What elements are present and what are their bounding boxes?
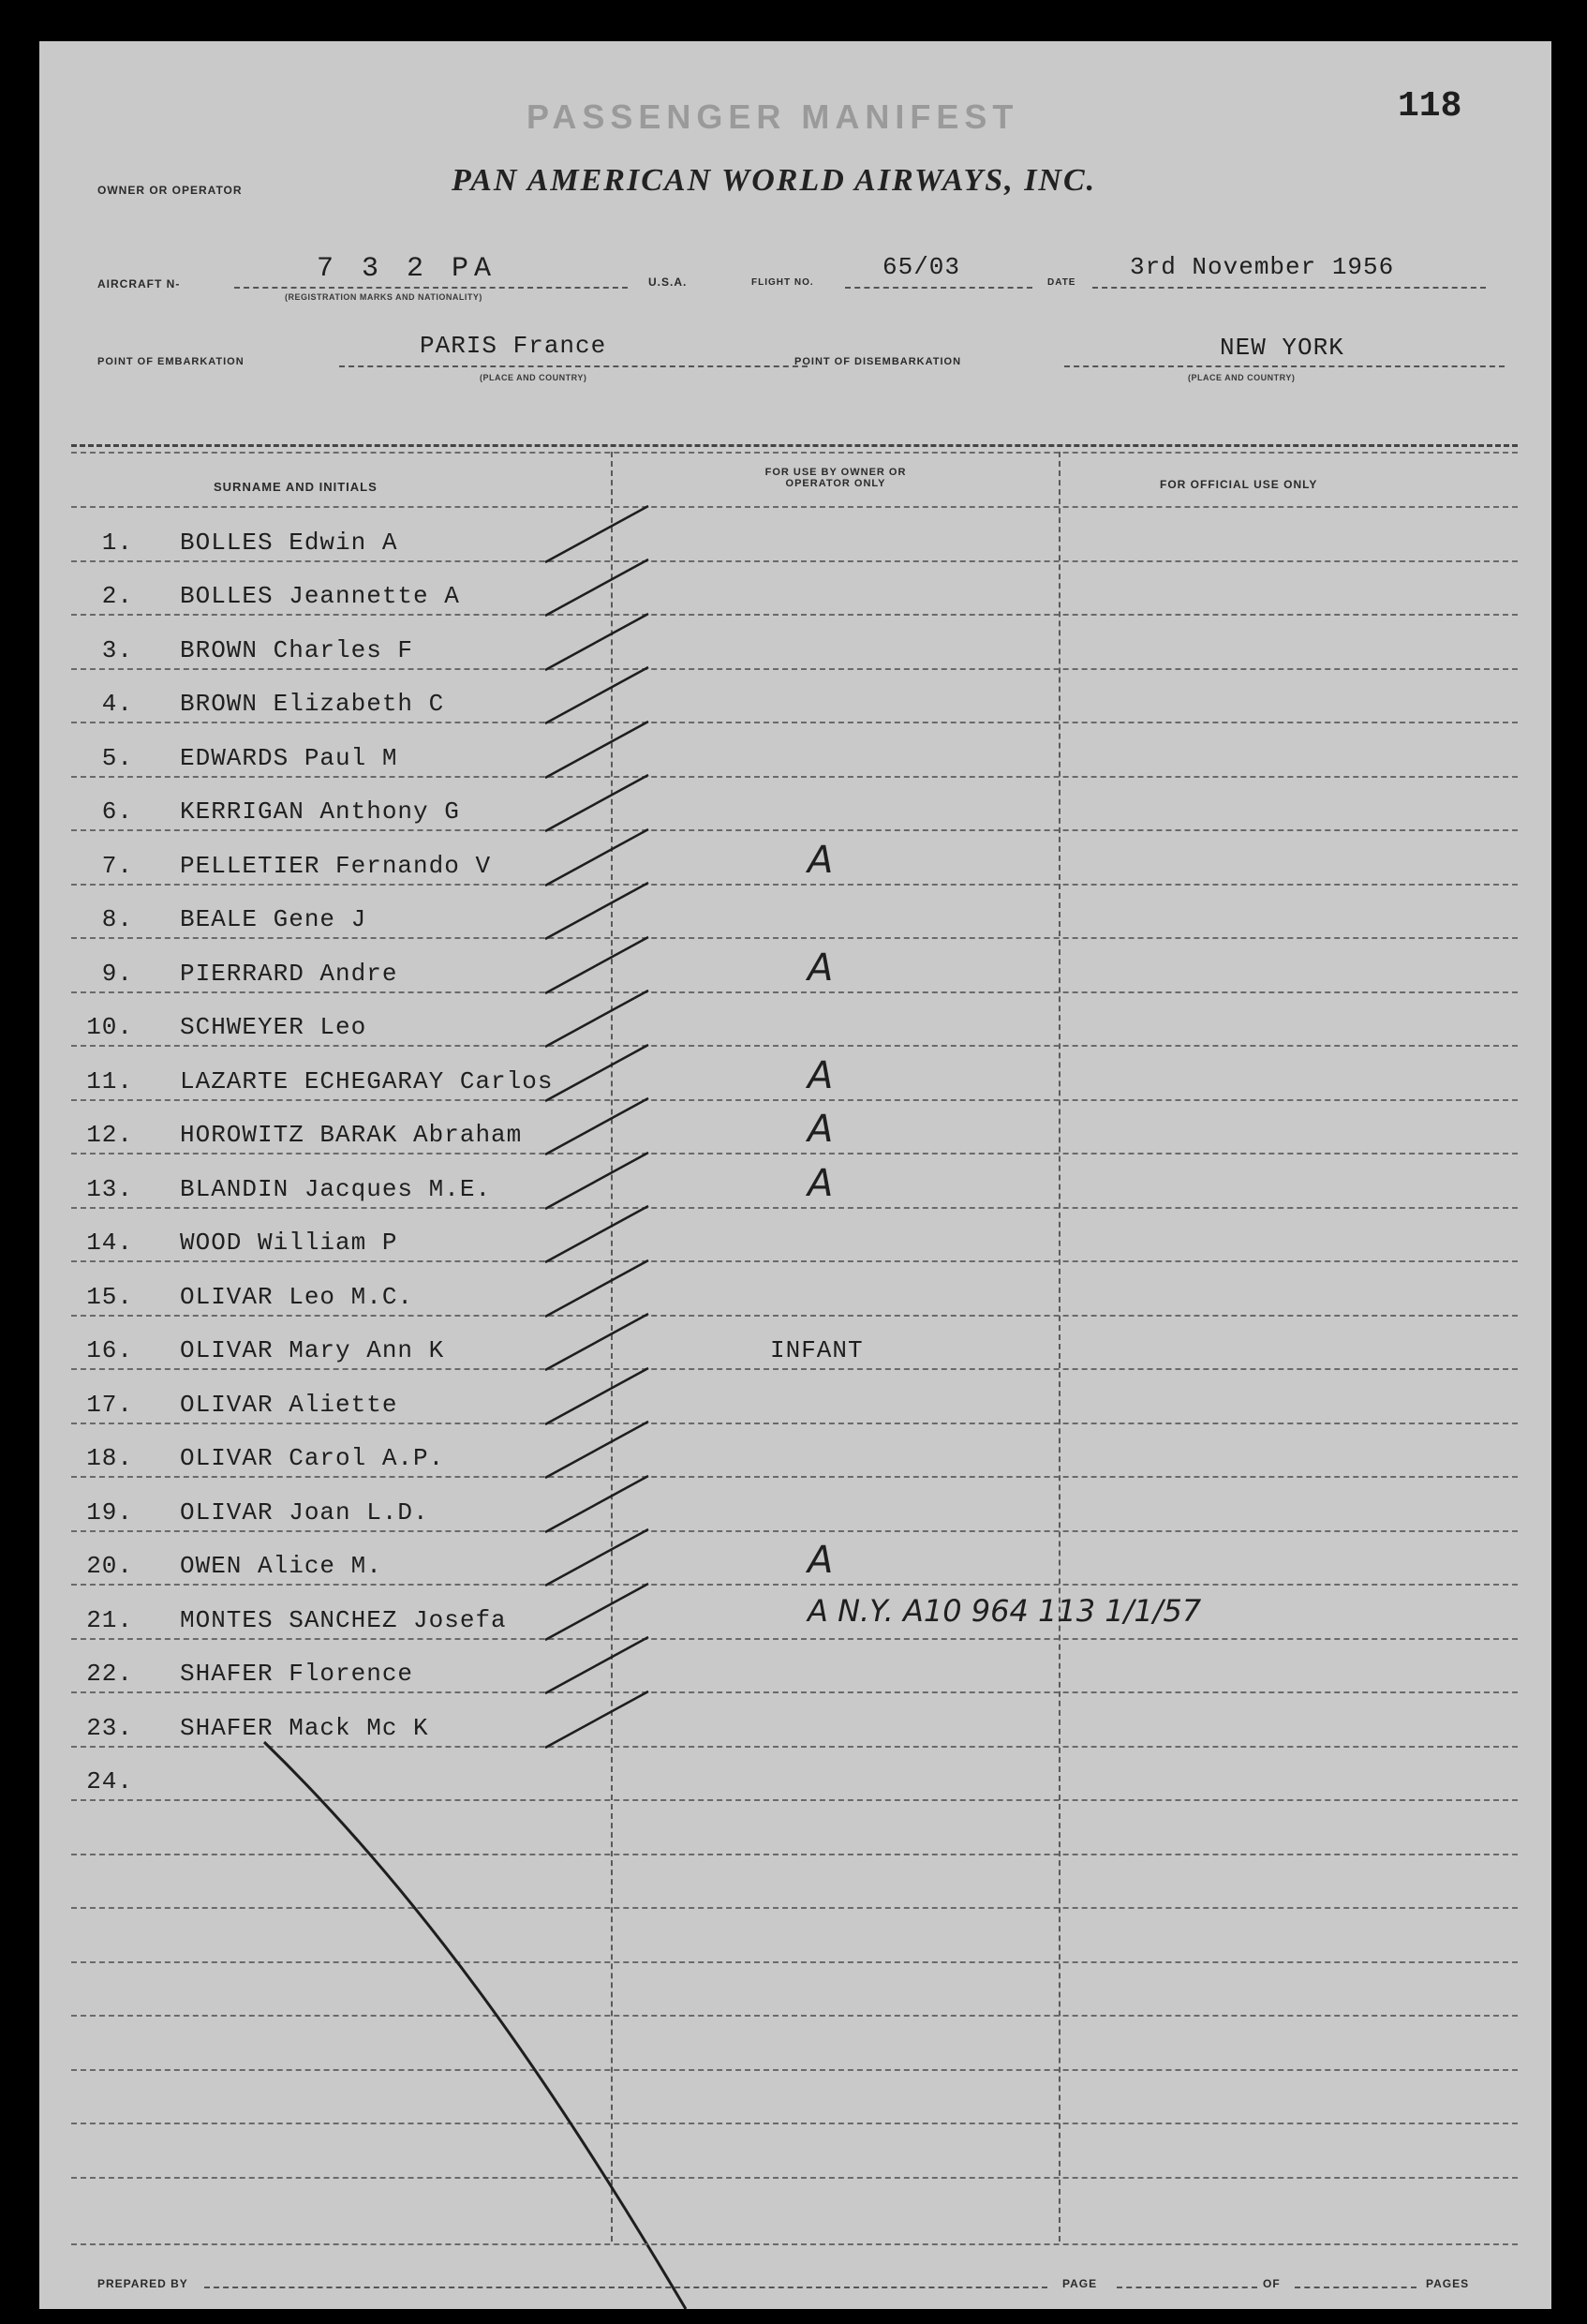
passenger-number: 20. (86, 1552, 133, 1580)
passenger-name: MONTES SANCHEZ Josefa (180, 1605, 507, 1634)
aircraft-label: AIRCRAFT N- (97, 277, 181, 290)
of-label: OF (1263, 2277, 1281, 2290)
passenger-name: BROWN Charles F (180, 635, 414, 664)
prepared-by-label: PREPARED BY (97, 2277, 188, 2290)
passenger-name: BEALE Gene J (180, 905, 367, 933)
manifest-sheet (39, 41, 1551, 2309)
passenger-number: 7. (101, 851, 133, 880)
embark-caption: (PLACE AND COUNTRY) (480, 373, 587, 382)
owner-use-mark: A (808, 1053, 834, 1097)
passenger-name: OLIVAR Carol A.P. (180, 1444, 445, 1472)
of-line (1295, 2287, 1416, 2288)
passenger-number: 4. (101, 690, 133, 718)
disembark-label: POINT OF DISEMBARKATION (794, 356, 962, 367)
passenger-name: EDWARDS Paul M (180, 743, 398, 772)
passenger-name: SHAFER Florence (180, 1660, 414, 1688)
passenger-number: 1. (101, 528, 133, 557)
usa-label: U.S.A. (648, 276, 688, 289)
passenger-number: 21. (86, 1605, 133, 1634)
date-label: DATE (1047, 277, 1076, 288)
passenger-name: BLANDIN Jacques M.E. (180, 1174, 492, 1203)
col-surname-header: SURNAME AND INITIALS (214, 480, 378, 494)
passenger-number: 16. (86, 1336, 133, 1364)
passenger-name: BOLLES Jeannette A (180, 582, 460, 610)
owner-use-mark: A (808, 1539, 834, 1582)
disembark-caption: (PLACE AND COUNTRY) (1188, 373, 1296, 382)
passenger-number: 22. (86, 1660, 133, 1688)
disembark-value: NEW YORK (1220, 334, 1344, 362)
embark-value: PARIS France (420, 332, 607, 360)
owner-use-mark: A (808, 1108, 834, 1151)
passenger-name: BOLLES Edwin A (180, 528, 398, 557)
passenger-name: OLIVAR Joan L.D. (180, 1497, 429, 1527)
owner-use-mark: A (808, 838, 834, 882)
passenger-name: PIERRARD Andre (180, 959, 398, 988)
passenger-number: 18. (86, 1444, 133, 1472)
passenger-name: SHAFER Mack Mc K (180, 1713, 429, 1742)
owner-use-mark: A N.Y. A10 964 113 1/1/57 (808, 1592, 1202, 1629)
owner-use-mark: INFANT (770, 1336, 864, 1364)
passenger-name: WOOD William P (180, 1229, 398, 1257)
pages-label: PAGES (1426, 2277, 1470, 2290)
passenger-number: 17. (86, 1390, 133, 1419)
flight-value: 65/03 (882, 253, 961, 281)
footer-rule (71, 2243, 1518, 2245)
owner-use-mark: A (808, 946, 834, 990)
page-label: PAGE (1062, 2277, 1098, 2290)
passenger-name: SCHWEYER Leo (180, 1013, 367, 1041)
passenger-number: 12. (86, 1121, 133, 1149)
aircraft-value: 7 3 2 PA (317, 253, 497, 285)
passenger-number: 8. (101, 905, 133, 933)
aircraft-caption: (REGISTRATION MARKS AND NATIONALITY) (285, 292, 482, 302)
passenger-number: 15. (86, 1282, 133, 1311)
owner-label: OWNER OR OPERATOR (97, 184, 243, 197)
passenger-name: OWEN Alice M. (180, 1552, 382, 1580)
passenger-number: 6. (101, 797, 133, 826)
passenger-name: BROWN Elizabeth C (180, 690, 445, 718)
passenger-number: 3. (101, 635, 133, 664)
passenger-number: 2. (101, 582, 133, 610)
prepared-by-line (204, 2287, 1047, 2288)
passenger-number: 13. (86, 1174, 133, 1203)
passenger-number: 19. (86, 1497, 133, 1527)
owner-use-mark: A (808, 1161, 834, 1205)
flight-label: FLIGHT NO. (751, 277, 814, 288)
embark-label: POINT OF EMBARKATION (97, 356, 245, 367)
passenger-number: 24. (86, 1767, 133, 1795)
date-value: 3rd November 1956 (1130, 253, 1395, 281)
owner-name: PAN AMERICAN WORLD AIRWAYS, INC. (452, 163, 1097, 198)
cancel-stroke-path (264, 1742, 686, 2309)
passenger-number: 10. (86, 1013, 133, 1041)
passenger-name: OLIVAR Leo M.C. (180, 1282, 414, 1311)
col-official-header: FOR OFFICIAL USE ONLY (1160, 478, 1318, 491)
cancel-stroke (39, 41, 1551, 2309)
page-number: 118 (1398, 86, 1462, 127)
form-title: PASSENGER MANIFEST (527, 97, 1019, 136)
passenger-number: 11. (86, 1066, 133, 1095)
passenger-number: 5. (101, 743, 133, 772)
passenger-number: 14. (86, 1229, 133, 1257)
passenger-name: KERRIGAN Anthony G (180, 797, 460, 826)
passenger-name: PELLETIER Fernando V (180, 851, 492, 880)
passenger-number: 23. (86, 1713, 133, 1742)
col-owner-header: FOR USE BY OWNER OR OPERATOR ONLY (764, 467, 907, 489)
passenger-number: 9. (101, 959, 133, 988)
passenger-name: HOROWITZ BARAK Abraham (180, 1121, 523, 1149)
passenger-name: OLIVAR Mary Ann K (180, 1336, 445, 1364)
page-line (1117, 2287, 1257, 2288)
passenger-name: OLIVAR Aliette (180, 1390, 398, 1419)
passenger-name: LAZARTE ECHEGARAY Carlos (180, 1066, 554, 1095)
